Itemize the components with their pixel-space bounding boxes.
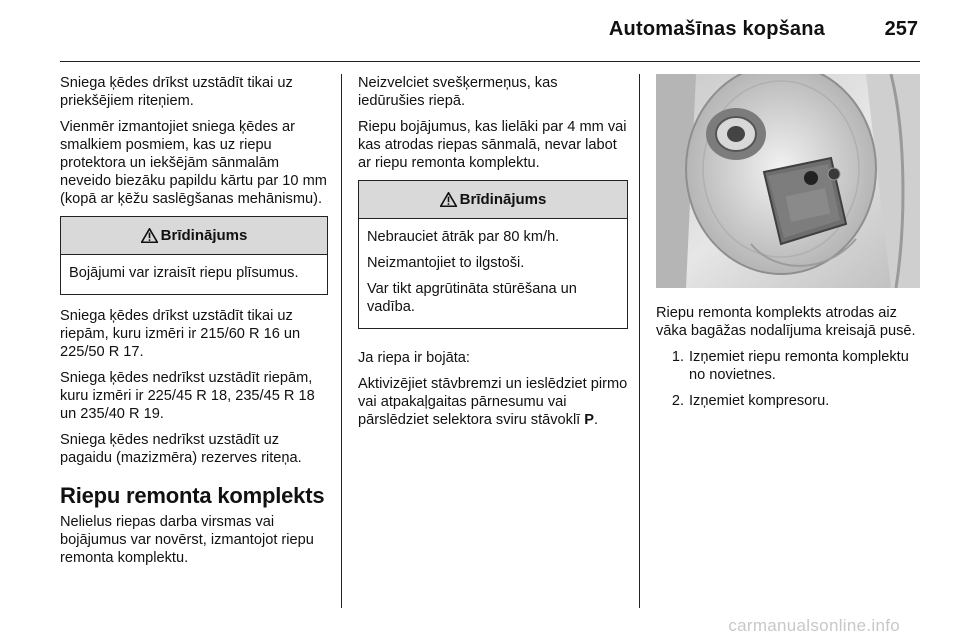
step-number: 1. xyxy=(671,349,684,365)
column-divider xyxy=(341,74,342,608)
page-number: 257 xyxy=(884,18,918,40)
paragraph: Neizvelciet svešķermeņus, kas iedūrušies riepā. xyxy=(358,75,558,109)
header-divider xyxy=(60,61,920,62)
paragraph xyxy=(358,375,628,429)
paragraph: Sniega ķēdes drīkst uzstādīt tikai uz riepām, kuru izmēri ir 215/60 R 16 un 225/50 R 17. xyxy=(60,308,301,360)
warning-heading: Brīdinājums xyxy=(160,226,248,244)
section-title: Riepu remonta komplekts xyxy=(60,483,325,508)
trunk-compartment-illustration xyxy=(656,74,920,288)
warning-triangle-icon xyxy=(440,192,457,207)
warning-box xyxy=(358,180,628,329)
warning-heading: Brīdinājums xyxy=(459,190,547,208)
column-left xyxy=(60,74,328,575)
paragraph-end: . xyxy=(594,412,599,428)
column-divider xyxy=(639,74,640,608)
paragraph: Nelielus riepas darba virsmas vai bojājumus var novērst, izmantojot riepu remonta komplektu. xyxy=(60,514,314,566)
column-middle xyxy=(358,74,628,437)
gear-position-p: P xyxy=(584,412,595,428)
list-item xyxy=(656,392,928,410)
warning-text: Bojājumi var izraisīt riepu plīsumus. xyxy=(69,265,299,281)
step-text: Izņemiet kompresoru. xyxy=(689,393,830,409)
paragraph: Sniega ķēdes drīkst uzstādīt tikai uz priekšējiem riteņiem. xyxy=(60,75,293,109)
steps-list xyxy=(656,348,928,410)
paragraph: Riepu bojājumus, kas lielāki par 4 mm vai kas atrodas riepas sānmalā, nevar labot ar riepu remonta komplektu. xyxy=(358,119,627,171)
paragraph: Ja riepa ir bojāta: xyxy=(358,350,470,366)
list-item xyxy=(656,348,928,384)
warning-header xyxy=(359,181,627,219)
page-header-title: Automašīnas kopšana xyxy=(608,18,825,40)
step-text: Izņemiet riepu remonta komplektu no novietnes. xyxy=(689,349,909,383)
warning-line: Neizmantojiet to ilgstoši. xyxy=(367,255,525,271)
paragraph: Sniega ķēdes nedrīkst uzstādīt uz pagaidu (mazizmēra) rezerves riteņa. xyxy=(60,432,302,466)
step-number: 2. xyxy=(671,393,684,409)
warning-line: Nebrauciet ātrāk par 80 km/h. xyxy=(367,229,560,245)
warning-line: Var tikt apgrūtināta stūrēšana un vadība. xyxy=(367,281,577,315)
paragraph: Sniega ķēdes nedrīkst uzstādīt riepām, kuru izmēri ir 225/45 R 18, 235/45 R 18 un 235/40 R 19. xyxy=(60,370,315,422)
column-right xyxy=(656,304,928,418)
paragraph: Vienmēr izmantojiet sniega ķēdes ar smalkiem posmiem, kas uz riepu protektora un iekšējām sānmalām neveido biezāku papildu kārtu par 10 mm (kopā ar ķēžu saslēgšanas mehānismu). xyxy=(60,119,327,207)
warning-header xyxy=(61,217,327,255)
warning-triangle-icon xyxy=(141,228,158,243)
tire-repair-kit-photo xyxy=(656,74,920,288)
warning-box xyxy=(60,216,328,295)
watermark: carmanualsonline.info xyxy=(728,616,900,635)
paragraph: Riepu remonta komplekts atrodas aiz vāka bagāžas nodalījuma kreisajā pusē. xyxy=(656,305,916,339)
paragraph-text: Aktivizējiet stāvbremzi un ieslēdziet pirmo vai atpakaļgaitas pārnesumu vai pārslēdziet selektora sviru stāvoklī xyxy=(358,376,628,428)
